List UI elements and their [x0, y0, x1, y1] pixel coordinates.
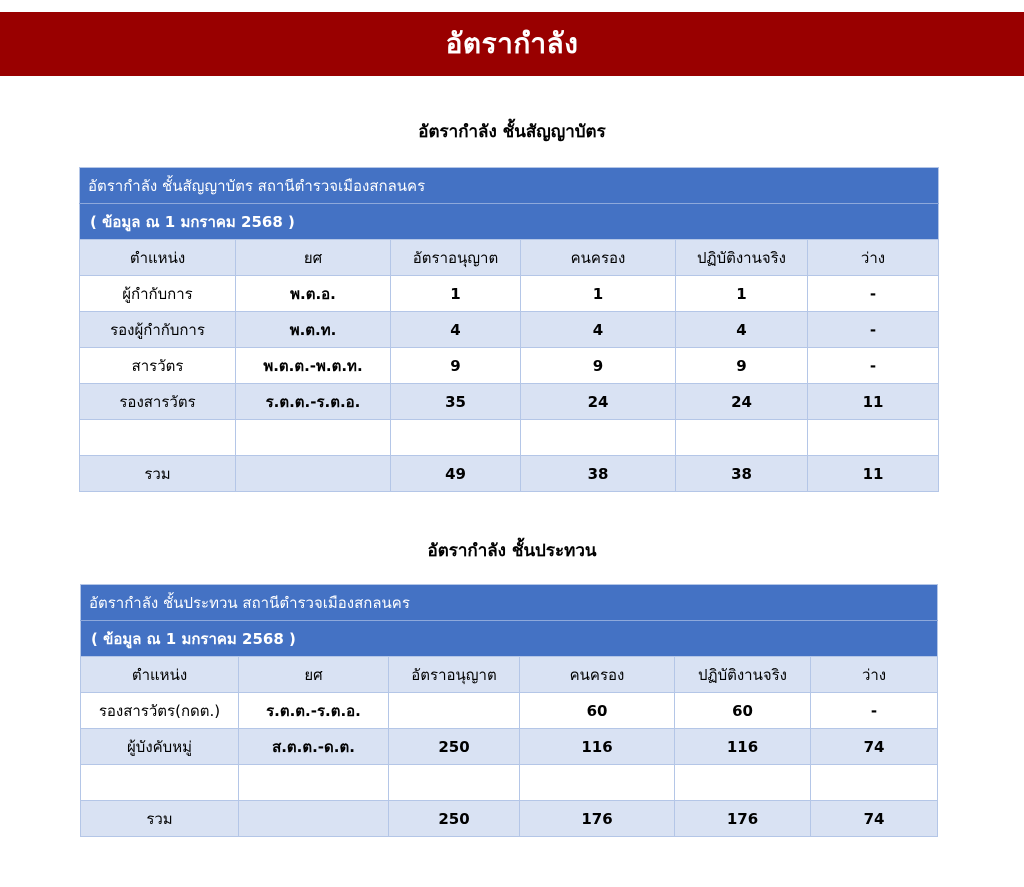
- column-header: ตำแหน่ง: [80, 240, 236, 276]
- cell-occupied: 116: [520, 729, 675, 765]
- column-header: คนครอง: [520, 657, 675, 693]
- cell-authorized: 49: [391, 456, 521, 492]
- cell-empty: [236, 420, 391, 456]
- table-row: [80, 276, 939, 312]
- cell-empty: [81, 765, 239, 801]
- cell-total-label: รวม: [81, 801, 239, 837]
- cell-rank: ส.ต.ต.-ด.ต.: [239, 729, 389, 765]
- top-strip: [0, 0, 1024, 12]
- page-banner: [0, 12, 1024, 76]
- cell-actual: 24: [676, 384, 808, 420]
- cell-occupied: 9: [521, 348, 676, 384]
- cell-vacant: 11: [808, 384, 939, 420]
- cell-actual: 9: [676, 348, 808, 384]
- cell-position: ผู้กำกับการ: [80, 276, 236, 312]
- column-header: ยศ: [236, 240, 391, 276]
- column-header: ว่าง: [811, 657, 938, 693]
- cell-position: ผู้บังคับหมู่: [81, 729, 239, 765]
- column-header: ว่าง: [808, 240, 939, 276]
- table-subtitle-row: [81, 621, 938, 657]
- table-row-empty: [81, 765, 938, 801]
- table-subtitle: ( ข้อมูล ณ 1 มกราคม 2568 ): [81, 621, 938, 657]
- cell-empty: [675, 765, 811, 801]
- cell-position: รองผู้กำกับการ: [80, 312, 236, 348]
- cell-actual: 116: [675, 729, 811, 765]
- cell-actual: 176: [675, 801, 811, 837]
- cell-total-label: รวม: [80, 456, 236, 492]
- cell-vacant: -: [811, 693, 938, 729]
- table-row: [80, 312, 939, 348]
- cell-empty: [676, 420, 808, 456]
- cell-empty: [239, 765, 389, 801]
- cell-vacant: -: [808, 348, 939, 384]
- column-header-row: [80, 240, 939, 276]
- cell-vacant: 74: [811, 729, 938, 765]
- cell-actual: 4: [676, 312, 808, 348]
- table-title-row: [80, 168, 939, 204]
- table-noncommissioned: [80, 584, 938, 837]
- table-row: [80, 348, 939, 384]
- cell-empty: [389, 765, 520, 801]
- cell-rank: [239, 801, 389, 837]
- column-header-row: [81, 657, 938, 693]
- cell-empty: [811, 765, 938, 801]
- table-title-row: [81, 585, 938, 621]
- cell-occupied: 38: [521, 456, 676, 492]
- column-header: ตำแหน่ง: [81, 657, 239, 693]
- cell-authorized: 4: [391, 312, 521, 348]
- cell-occupied: 4: [521, 312, 676, 348]
- column-header: อัตราอนุญาต: [389, 657, 520, 693]
- cell-authorized: 1: [391, 276, 521, 312]
- cell-vacant: 11: [808, 456, 939, 492]
- cell-rank: พ.ต.อ.: [236, 276, 391, 312]
- cell-position: สารวัตร: [80, 348, 236, 384]
- cell-vacant: -: [808, 312, 939, 348]
- section-title-commissioned: อัตรากำลัง ชั้นสัญญาบัตร: [418, 122, 606, 142]
- cell-authorized: 250: [389, 729, 520, 765]
- cell-vacant: 74: [811, 801, 938, 837]
- cell-rank: ร.ต.ต.-ร.ต.อ.: [239, 693, 389, 729]
- cell-rank: พ.ต.ต.-พ.ต.ท.: [236, 348, 391, 384]
- cell-rank: ร.ต.ต.-ร.ต.อ.: [236, 384, 391, 420]
- table-row: [80, 384, 939, 420]
- cell-occupied: 24: [521, 384, 676, 420]
- cell-empty: [391, 420, 521, 456]
- cell-empty: [520, 765, 675, 801]
- cell-rank: พ.ต.ท.: [236, 312, 391, 348]
- page-title: อัตรากำลัง: [445, 27, 579, 60]
- section-title-noncommissioned: อัตรากำลัง ชั้นประทวน: [427, 541, 597, 561]
- cell-occupied: 60: [520, 693, 675, 729]
- table-total-row: [80, 456, 939, 492]
- cell-position: รองสารวัตร(กดต.): [81, 693, 239, 729]
- column-header: ปฏิบัติงานจริง: [675, 657, 811, 693]
- column-header: อัตราอนุญาต: [391, 240, 521, 276]
- cell-empty: [80, 420, 236, 456]
- column-header: คนครอง: [521, 240, 676, 276]
- cell-authorized: 250: [389, 801, 520, 837]
- cell-actual: 60: [675, 693, 811, 729]
- table-row-empty: [80, 420, 939, 456]
- cell-occupied: 1: [521, 276, 676, 312]
- table-subtitle-row: [80, 204, 939, 240]
- cell-empty: [808, 420, 939, 456]
- table-title: อัตรากำลัง ชั้นประทวน สถานีตำรวจเมืองสกลนคร: [81, 585, 938, 621]
- cell-actual: 1: [676, 276, 808, 312]
- cell-rank: [236, 456, 391, 492]
- cell-actual: 38: [676, 456, 808, 492]
- cell-empty: [521, 420, 676, 456]
- table-subtitle: ( ข้อมูล ณ 1 มกราคม 2568 ): [80, 204, 939, 240]
- cell-occupied: 176: [520, 801, 675, 837]
- cell-authorized: 35: [391, 384, 521, 420]
- table-row: [81, 693, 938, 729]
- cell-vacant: -: [808, 276, 939, 312]
- cell-authorized: [389, 693, 520, 729]
- column-header: ยศ: [239, 657, 389, 693]
- cell-authorized: 9: [391, 348, 521, 384]
- table-commissioned: [79, 167, 939, 492]
- column-header: ปฏิบัติงานจริง: [676, 240, 808, 276]
- cell-position: รองสารวัตร: [80, 384, 236, 420]
- table-row: [81, 729, 938, 765]
- table-title: อัตรากำลัง ชั้นสัญญาบัตร สถานีตำรวจเมืองสกลนคร: [80, 168, 939, 204]
- table-total-row: [81, 801, 938, 837]
